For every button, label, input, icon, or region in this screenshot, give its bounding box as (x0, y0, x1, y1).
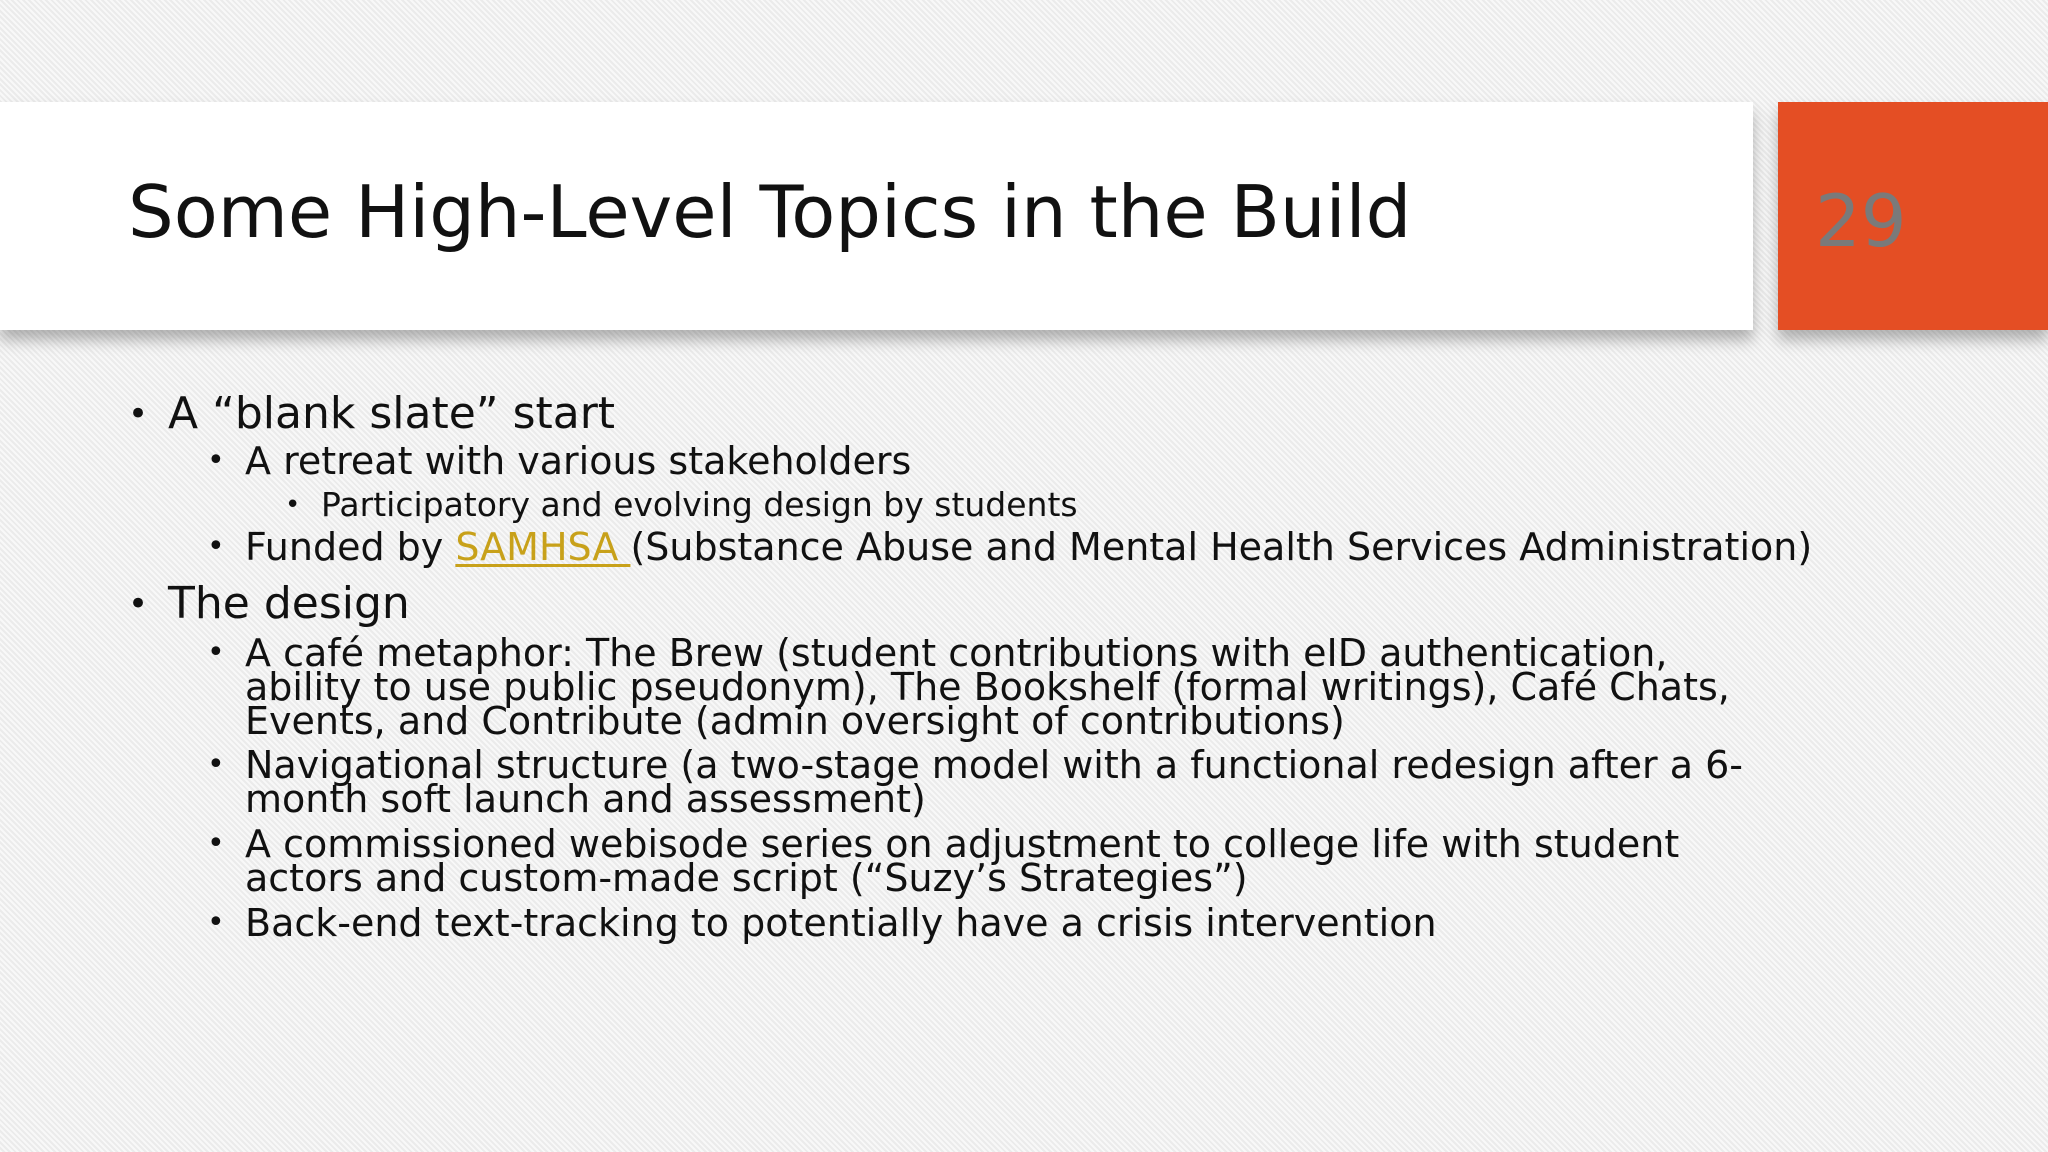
slide-title: Some High-Level Topics in the Build (128, 170, 1412, 254)
bullet-dot: • (207, 529, 225, 564)
bullet-text-line: A café metaphor: The Brew (student contributions with eID authentication, (245, 631, 1668, 675)
sub-sub-bullet-participatory (285, 485, 1078, 524)
bullet-text: The design (168, 578, 410, 629)
bullet-the-design (128, 578, 410, 629)
bullet-dot: • (128, 394, 149, 434)
bullet-text-prefix: Funded by (245, 525, 456, 569)
bullet-text-line: Navigational structure (a two-stage model with a functional redesign after a 6- (245, 743, 1743, 787)
sub-bullet-back-end (207, 901, 1437, 945)
samhsa-link[interactable]: SAMHSA (455, 525, 631, 569)
bullet-dot: • (207, 443, 225, 478)
slide-number: 29 (1815, 179, 1907, 263)
bullet-dot: • (207, 747, 225, 782)
bullet-text-line: ability to use public pseudonym), The Bookshelf (formal writings), Café Chats, (245, 665, 1730, 709)
bullet-dot: • (207, 635, 225, 670)
bullet-text: Back-end text-tracking to potentially have a crisis intervention (245, 901, 1437, 945)
bullet-text: Participatory and evolving design by students (321, 485, 1078, 524)
bullet-text-line: Events, and Contribute (admin oversight of contributions) (245, 699, 1345, 743)
bullet-blank-slate (128, 388, 616, 439)
sub-bullet-navigational (207, 743, 1743, 821)
sub-bullet-webisode (207, 822, 1680, 900)
bullet-text-line: A commissioned webisode series on adjustment to college life with student (245, 822, 1680, 866)
sub-bullet-funded (207, 525, 1813, 569)
sub-bullet-cafe-metaphor (207, 631, 1730, 743)
bullet-text-line: actors and custom-made script (“Suzy’s Strategies”) (245, 856, 1248, 900)
bullet-text-line: month soft launch and assessment) (245, 777, 926, 821)
sub-bullet-retreat (207, 439, 912, 483)
bullet-text-suffix: (Substance Abuse and Mental Health Services Administration) (630, 525, 1813, 569)
bullet-text: A “blank slate” start (168, 388, 616, 439)
bullet-dot: • (285, 490, 301, 520)
bullet-text: A retreat with various stakeholders (245, 439, 912, 483)
bullet-dot: • (128, 584, 149, 624)
bullet-dot: • (207, 826, 225, 861)
bullet-dot: • (207, 905, 225, 940)
